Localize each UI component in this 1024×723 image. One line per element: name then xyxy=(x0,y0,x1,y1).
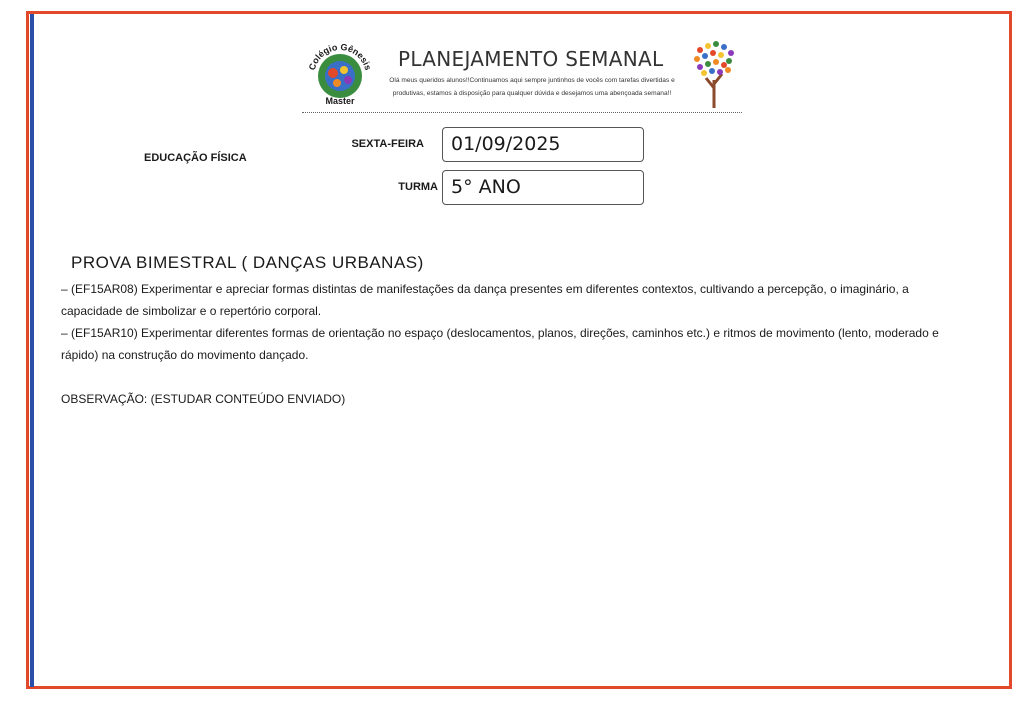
page-title: PLANEJAMENTO SEMANAL xyxy=(398,47,664,71)
objective-item: – (EF15AR08) Experimentar e apreciar formas distintas de manifestações da dança presentes em diferentes contextos, cultivando a percepção, o imaginário, a capacidade de simbolizar e o repertório corporal. xyxy=(61,282,909,318)
tree-icon xyxy=(690,40,738,110)
school-logo xyxy=(304,40,376,108)
objective-item: – (EF15AR10) Experimentar diferentes formas de orientação no espaço (deslocamentos, planos, direções, caminhos etc.) e ritmos de movimento (lento, moderado e rápido) na construção do movimento dançado. xyxy=(61,326,939,362)
page-border-accent xyxy=(30,14,34,687)
subject-label: EDUCAÇÃO FÍSICA xyxy=(144,152,247,164)
class-label: TURMA xyxy=(398,181,438,193)
class-field[interactable]: 5° ANO xyxy=(442,170,644,205)
content-heading: PROVA BIMESTRAL ( DANÇAS URBANAS) xyxy=(71,253,424,272)
logo-text-bottom: Master xyxy=(325,96,355,106)
header xyxy=(302,40,742,113)
content xyxy=(61,253,971,410)
date-field[interactable]: 01/09/2025 xyxy=(442,127,644,162)
observation-text: OBSERVAÇÃO: (ESTUDAR CONTEÚDO ENVIADO) xyxy=(61,392,346,406)
day-label: SEXTA-FEIRA xyxy=(351,138,424,150)
logo-text-top: Colégio Gênesis xyxy=(306,41,374,72)
intro-text: Olá meus queridos alunos!!Continuamos aqui sempre juntinhos de vocês com tarefas divertidas e produtivas, estamos à disposição para qualquer dúvida e desejamos uma abençoada semana!! xyxy=(389,77,675,97)
